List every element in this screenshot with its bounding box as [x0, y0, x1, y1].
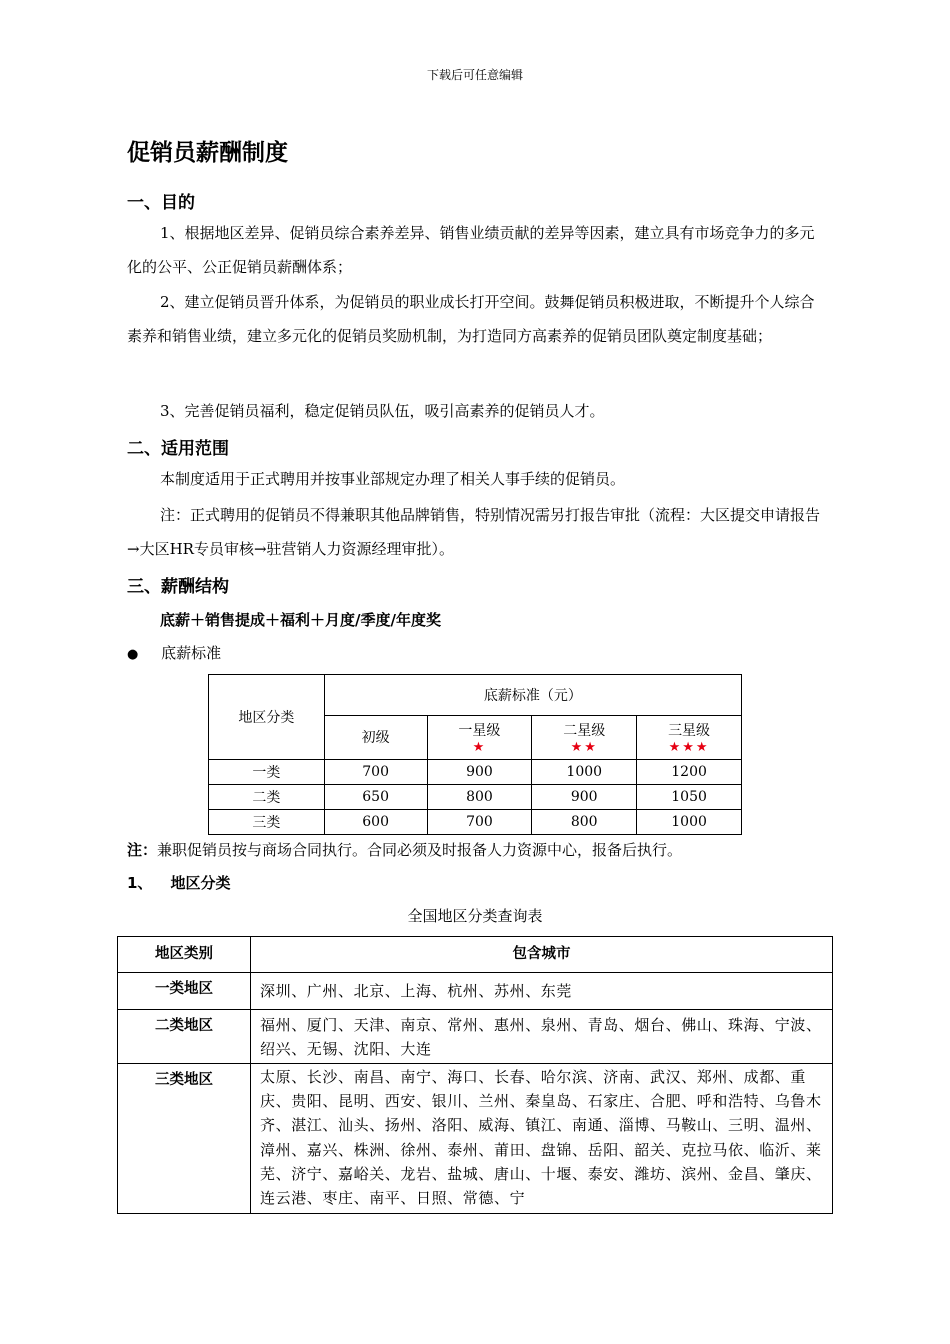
salary-cell: 800: [427, 785, 532, 810]
table-row: [209, 810, 742, 835]
level-header: 三星级 ★★★: [637, 715, 742, 759]
region-table: [117, 936, 833, 1214]
table-row: [118, 1064, 833, 1214]
level-header: 一星级 ★: [427, 715, 532, 759]
table-row: [209, 785, 742, 810]
scope-text: 本制度适用于正式聘用并按事业部规定办理了相关人事手续的促销员。: [160, 470, 626, 488]
bullet-dot: ●: [127, 647, 139, 662]
level-header: 初级: [324, 715, 427, 759]
section-heading-scope: 二、适用范围: [127, 439, 229, 459]
table-row: [118, 973, 833, 1010]
salary-cell: 1000: [637, 810, 742, 835]
salary-cell: 650: [324, 785, 427, 810]
region-table-caption: 全国地区分类查询表: [407, 907, 543, 925]
scope-note: 注：正式聘用的促销员不得兼职其他品牌销售，特别情况需另打报告审批（流程：大区提交申请报告→大区HR专员审核→驻营销人力资源经理审批）。: [127, 506, 821, 558]
region-header: 地区分类: [209, 675, 325, 760]
region-cell: 三类: [209, 810, 325, 835]
table-row: [209, 760, 742, 785]
salary-cell: 1050: [637, 785, 742, 810]
purpose-item-1: 1、根据地区差异、促销员综合素养差异、销售业绩贡献的差异等因素，建立具有市场竞争力的多元化的公平、公正促销员薪酬体系；: [127, 224, 815, 276]
level-header: 二星级 ★★: [532, 715, 637, 759]
salary-formula: 底薪＋销售提成＋福利＋月度/季度/年度奖: [160, 611, 441, 629]
star-icon: ★★: [570, 739, 598, 755]
region-cell: 二类: [209, 785, 325, 810]
category-cell: 一类地区: [118, 973, 251, 1010]
star-icon: ★: [472, 739, 487, 755]
category-cell: 二类地区: [118, 1010, 251, 1064]
salary-cell: 1200: [637, 760, 742, 785]
cities-cell: 福州、厦门、天津、南京、常州、惠州、泉州、青岛、烟台、佛山、珠海、宁波、绍兴、无锡、沈阳、大连: [251, 1010, 833, 1064]
subsection-label: 地区分类: [170, 874, 231, 892]
category-header: 地区类别: [118, 937, 251, 973]
header-note: 下载后可任意编辑: [426, 68, 523, 82]
section-heading-structure: 三、薪酬结构: [127, 577, 229, 597]
salary-cell: 900: [427, 760, 532, 785]
region-cell: 一类: [209, 760, 325, 785]
cities-header: 包含城市: [251, 937, 833, 973]
purpose-item-3: 3、完善促销员福利，稳定促销员队伍，吸引高素养的促销员人才。: [160, 402, 605, 420]
note-label: 注：: [127, 841, 158, 859]
category-cell: 三类地区: [118, 1064, 251, 1214]
subsection-region: [127, 872, 230, 893]
salary-note: [127, 839, 682, 860]
salary-cell: 700: [324, 760, 427, 785]
purpose-item-2: 2、建立促销员晋升体系，为促销员的职业成长打开空间。鼓舞促销员积极进取，不断提升个人综合素养和销售业绩，建立多元化的促销员奖励机制，为打造同方高素养的促销员团队奠定制度基础；: [127, 293, 815, 345]
salary-group-header: 底薪标准（元）: [324, 675, 741, 716]
cities-cell: 太原、长沙、南昌、南宁、海口、长春、哈尔滨、济南、武汉、郑州、成都、重庆、贵阳、昆明、西安、银川、兰州、秦皇岛、石家庄、合肥、呼和浩特、乌鲁木齐、湛江、汕头、扬州、洛阳、威海、镇江、南通、淄博、马鞍山、三明、温州、漳州、嘉兴、株洲、徐州、泰州、莆田、盘锦、岳阳、韶关、克拉马依、临沂、莱芜、济宁、嘉峪关、龙岩、盐城、唐山、十堰、泰安、潍坊、滨州、金昌、肇庆、连云港、枣庄、南平、日照、常德、宁: [251, 1064, 833, 1214]
salary-cell: 800: [532, 810, 637, 835]
base-salary-table: [208, 674, 742, 835]
note-text: 兼职促销员按与商场合同执行。合同必须及时报备人力资源中心，报备后执行。: [157, 841, 683, 859]
salary-cell: 900: [532, 785, 637, 810]
table-row: [118, 1010, 833, 1064]
salary-cell: 600: [324, 810, 427, 835]
bullet-label: 底薪标准: [161, 644, 222, 662]
star-icon: ★★★: [668, 739, 710, 755]
subsection-number: 1、: [127, 874, 153, 892]
salary-cell: 1000: [532, 760, 637, 785]
document-title: 促销员薪酬制度: [127, 140, 288, 166]
bullet-base-salary: [127, 642, 221, 663]
salary-cell: 700: [427, 810, 532, 835]
cities-cell: 深圳、广州、北京、上海、杭州、苏州、东莞: [251, 973, 833, 1010]
section-heading-purpose: 一、目的: [127, 193, 195, 213]
